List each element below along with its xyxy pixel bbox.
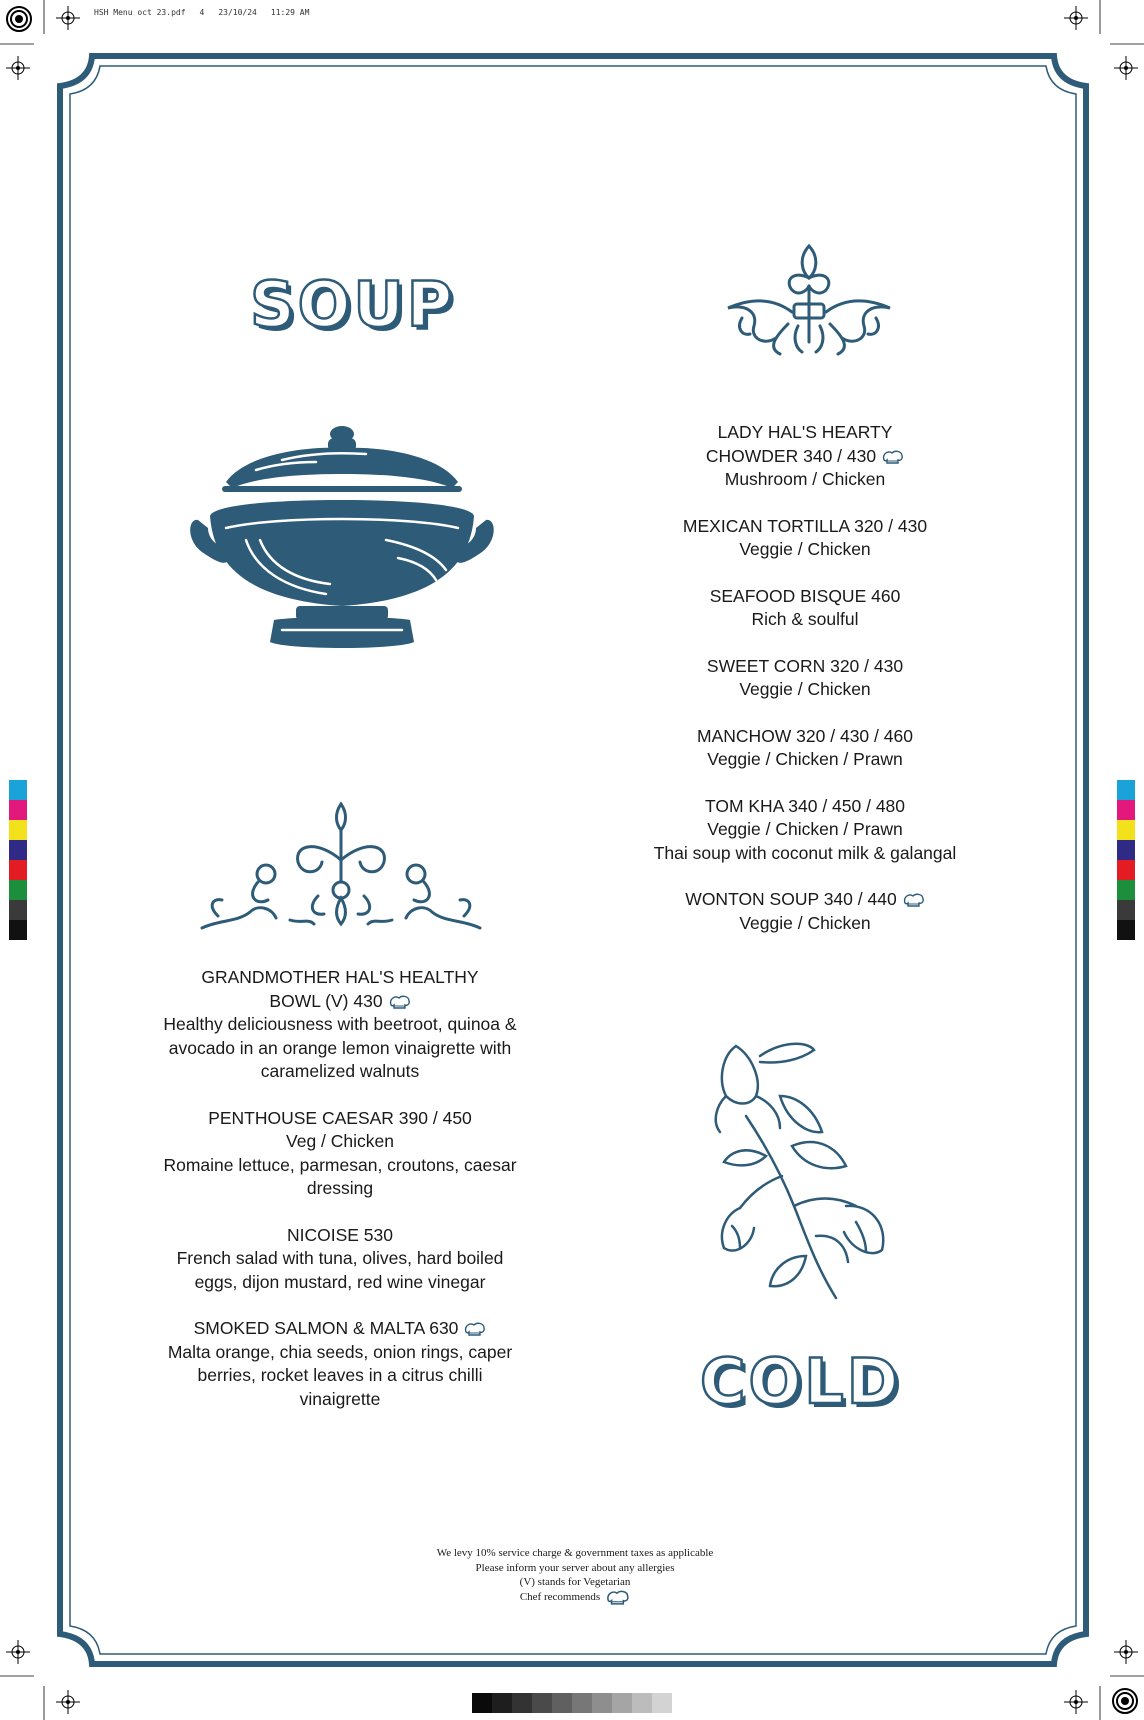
slug-date: 23/10/24 — [218, 8, 257, 17]
menu-item — [150, 1224, 530, 1295]
menu-item-name: LADY HAL'S HEARTY — [717, 422, 893, 442]
menu-item-name — [150, 1317, 530, 1341]
menu-item-name: TOM KHA 340 / 450 / 480 — [704, 795, 906, 816]
menu-item-detail: Veggie / Chicken — [739, 912, 871, 933]
menu-item-detail: eggs, dijon mustard, red wine vinegar — [194, 1271, 486, 1292]
menu-item — [150, 966, 530, 1084]
menu-item-detail: Veg / Chicken — [286, 1131, 394, 1151]
menu-item-detail: Veggie / Chicken — [739, 679, 871, 699]
footer-vegetarian-key: (V) stands for Vegetarian — [519, 1576, 631, 1588]
menu-item-detail: Veggie / Chicken / Prawn — [707, 749, 903, 769]
slug-filename: HSH Menu oct 23.pdf — [94, 8, 186, 17]
menu-item-price: CHOWDER 340 / 430 — [705, 445, 877, 466]
menu-item-name — [150, 990, 530, 1014]
menu-footer-notes — [380, 1546, 770, 1605]
slug-time: 11:29 AM — [270, 8, 310, 17]
soup-heading: SOUP — [250, 268, 456, 341]
menu-item — [628, 888, 982, 935]
menu-item — [150, 1317, 530, 1411]
soup-menu-list — [628, 421, 982, 958]
footer-chef-key — [380, 1590, 770, 1605]
menu-item — [628, 585, 982, 632]
menu-item — [628, 421, 982, 492]
menu-item-detail: caramelized walnuts — [260, 1061, 420, 1081]
chef-hat-icon — [903, 893, 925, 907]
scroll-ornament-icon — [198, 800, 484, 936]
menu-item-detail: French salad with tuna, olives, hard boiled — [176, 1248, 504, 1268]
menu-item-detail: Romaine lettuce, parmesan, croutons, caesar — [163, 1154, 517, 1175]
slug-page: 4 — [199, 8, 205, 17]
menu-item-detail: Thai soup with coconut milk & galangal — [653, 842, 957, 863]
menu-item — [628, 655, 982, 702]
soup-tureen-icon — [186, 420, 498, 666]
menu-item-name: SEAFOOD BISQUE 460 — [709, 585, 901, 606]
menu-item-detail: Rich & soulful — [751, 609, 859, 629]
menu-item-detail: Veggie / Chicken — [739, 539, 871, 559]
menu-item-price: BOWL (V) 430 — [269, 990, 383, 1011]
footer-chef-label: Chef recommends — [519, 1590, 601, 1603]
menu-item-detail: Mushroom / Chicken — [724, 469, 886, 489]
menu-item-name — [628, 888, 982, 912]
flower-sprig-icon — [696, 1036, 888, 1306]
menu-item — [150, 1107, 530, 1201]
menu-item-detail: avocado in an orange lemon vinaigrette with — [168, 1037, 512, 1058]
chef-hat-icon — [464, 1322, 486, 1336]
menu-item-name: MANCHOW 320 / 430 / 460 — [697, 725, 913, 746]
fleur-de-lis-ornament-icon — [718, 242, 900, 362]
menu-item — [628, 725, 982, 772]
menu-item-name: GRANDMOTHER HAL'S HEALTHY — [201, 967, 479, 987]
chef-hat-icon — [606, 1590, 630, 1605]
menu-item — [628, 515, 982, 562]
menu-item-price: SMOKED SALMON & MALTA 630 — [193, 1318, 459, 1338]
menu-item-detail: Veggie / Chicken / Prawn — [707, 819, 903, 839]
menu-item-detail: Malta orange, chia seeds, onion rings, caper — [167, 1341, 513, 1362]
menu-item-price: WONTON SOUP 340 / 440 — [685, 889, 897, 909]
cold-menu-list — [150, 966, 530, 1434]
menu-item-detail: Healthy deliciousness with beetroot, quinoa & — [163, 1014, 517, 1034]
menu-item-name: PENTHOUSE CAESAR 390 / 450 — [208, 1107, 472, 1128]
menu-item-name: SWEET CORN 320 / 430 — [706, 655, 904, 676]
menu-item-name — [628, 445, 982, 469]
menu-item-detail: vinaigrette — [299, 1388, 381, 1409]
menu-item — [628, 795, 982, 866]
menu-item-name: MEXICAN TORTILLA 320 / 430 — [682, 515, 928, 536]
cold-heading: COLD — [700, 1345, 902, 1418]
menu-item-name: NICOISE 530 — [286, 1224, 394, 1245]
footer-service-charge: We levy 10% service charge & government taxes as applicable — [436, 1547, 714, 1559]
menu-item-detail: berries, rocket leaves in a citrus chilli — [197, 1365, 483, 1385]
menu-item-detail: dressing — [306, 1178, 374, 1198]
chef-hat-icon — [882, 450, 904, 464]
chef-hat-icon — [389, 995, 411, 1009]
footer-allergies: Please inform your server about any allergies — [475, 1561, 675, 1574]
